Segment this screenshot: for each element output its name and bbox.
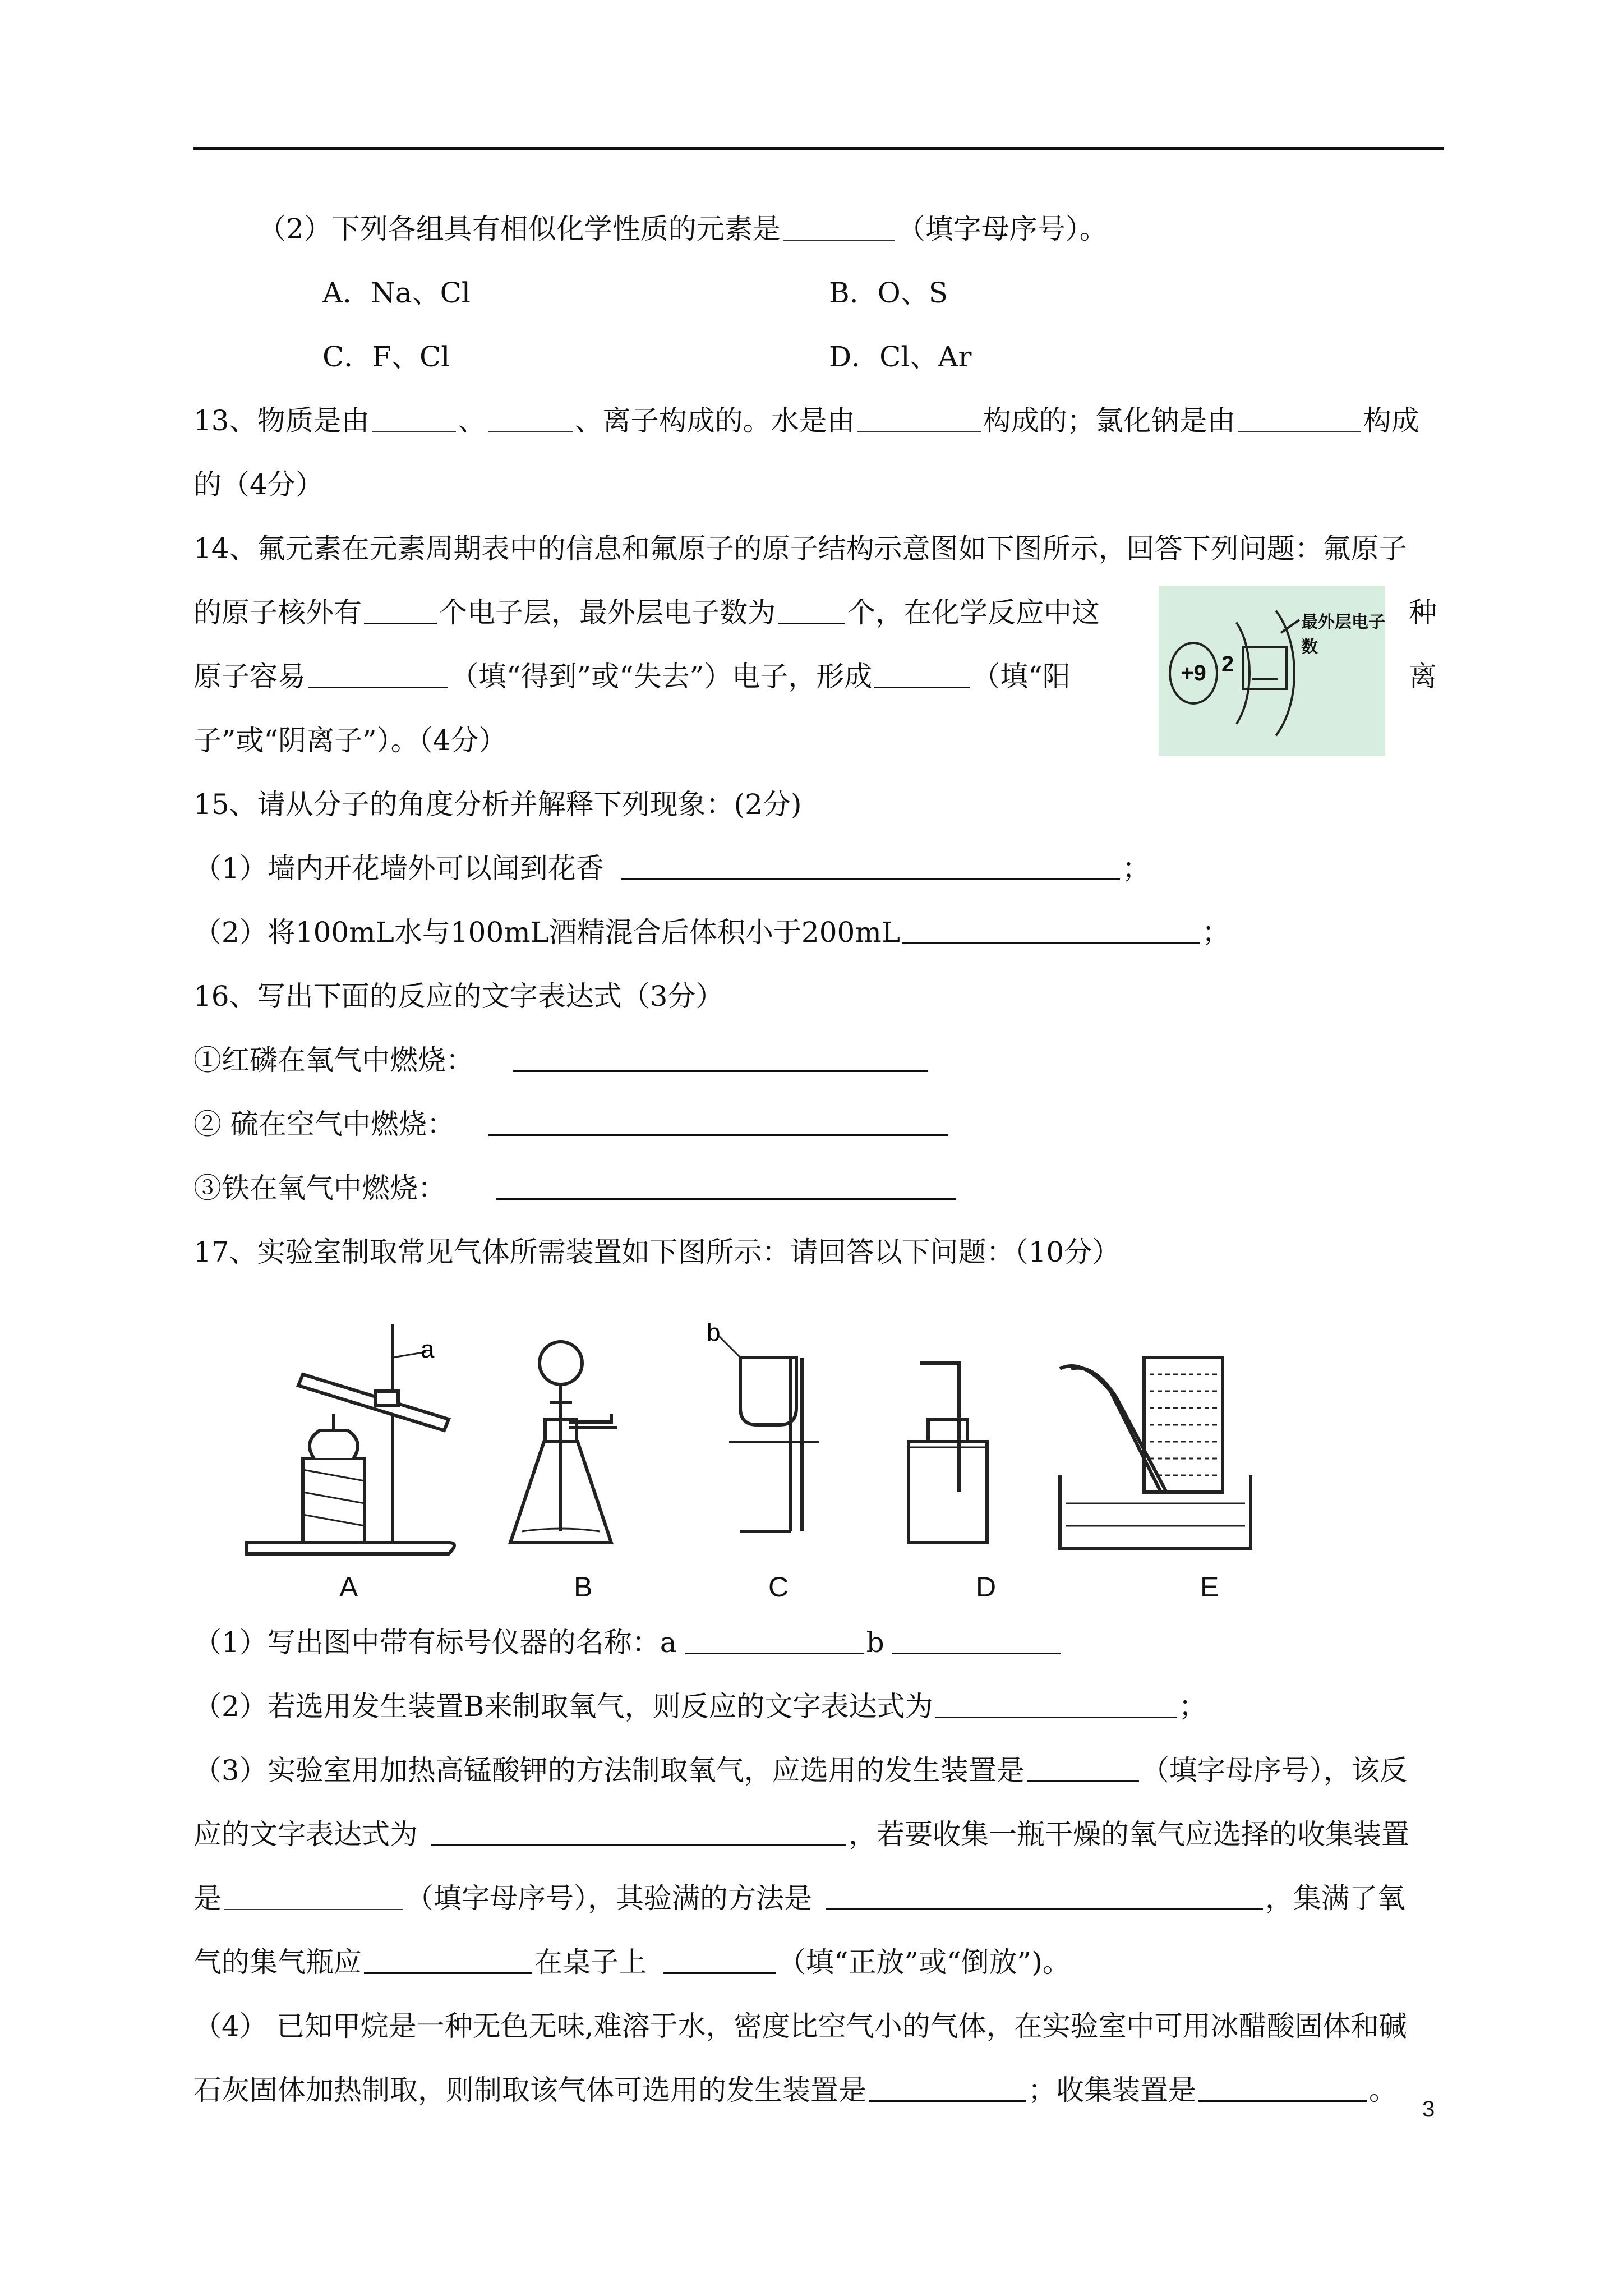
- q12-option-b: B．O、S: [829, 277, 948, 309]
- q17-part3-line1: （3）实验室用加热高锰酸钾的方法制取氧气，应选用的发生装置是 （填字母序号），该反: [193, 1754, 1408, 1787]
- answer-blank[interactable]: [869, 2076, 1026, 2102]
- q12-part2: （2）下列各组具有相似化学性质的元素是 （填字母序号）。: [258, 213, 1108, 245]
- header-rule: [193, 147, 1444, 150]
- answer-blank[interactable]: [874, 662, 970, 688]
- outer-electron-label: 最外层电子数: [1301, 613, 1385, 656]
- q14-line2-end: 种: [1409, 596, 1437, 629]
- q17-part3-line4: 气的集气瓶应 在桌子上 （填“正放”或“倒放”)。: [193, 1946, 1071, 1978]
- answer-blank[interactable]: [488, 1110, 948, 1136]
- apparatus-label-e: E: [1200, 1571, 1219, 1603]
- answer-blank[interactable]: [826, 1884, 1263, 1910]
- apparatus-label-b: B: [574, 1571, 593, 1603]
- answer-blank[interactable]: [308, 662, 448, 688]
- lab-apparatus-figure: [236, 1307, 1335, 1610]
- q17-part3-line2: 应的文字表达式为 ，若要收集一瓶干燥的氧气应选择的收集装置: [193, 1818, 1409, 1851]
- answer-blank[interactable]: [496, 1174, 956, 1200]
- apparatus-c: [718, 1335, 819, 1531]
- inner-shell-count: 2: [1221, 652, 1234, 677]
- q14-line1: 14、氟元素在元素周期表中的信息和氟原子的原子结构示意图如下图所示，回答下列问题：氟原子: [193, 532, 1407, 565]
- page-number: 3: [1422, 2097, 1435, 2122]
- outer-shell-box[interactable]: [1242, 646, 1288, 690]
- q14-line3-end: 离: [1409, 660, 1437, 693]
- q16-item3: ③铁在氧气中燃烧：: [193, 1171, 958, 1205]
- q15-part1: （1）墙内开花墙外可以闻到花香 ；: [193, 852, 1150, 885]
- apparatus-label-d: D: [976, 1571, 997, 1603]
- apparatus-b: [510, 1342, 617, 1543]
- q17-part4-line2: 石灰固体加热制取，则制取该气体可选用的发生装置是 ；收集装置是 。: [193, 2074, 1397, 2106]
- mark-b: b: [707, 1319, 721, 1346]
- q17-title: 17、实验室制取常见气体所需装置如下图所示：请回答以下问题：（10分）: [193, 1236, 1121, 1268]
- q17-part3-line3: 是 （填字母序号），其验满的方法是 ，集满了氧: [193, 1882, 1405, 1915]
- q16-title: 16、写出下面的反应的文字表达式（3分）: [193, 980, 724, 1013]
- fluorine-atom-diagram: [1159, 586, 1385, 756]
- mark-a: a: [421, 1336, 435, 1363]
- answer-blank[interactable]: [364, 598, 437, 624]
- q12-option-d: D．Cl、Ar: [829, 341, 972, 373]
- answer-blank[interactable]: [372, 407, 456, 432]
- q16-item1: ①红磷在氧气中燃烧：: [193, 1043, 930, 1077]
- answer-blank[interactable]: [663, 1948, 776, 1974]
- q14-line3: 原子容易 （填“得到”或“失去”）电子，形成 （填“阳: [193, 660, 1071, 693]
- answer-blank[interactable]: [778, 598, 845, 624]
- answer-blank[interactable]: [1027, 1756, 1139, 1782]
- q13-line2: 的（4分）: [193, 468, 324, 501]
- q17-part4-line1: （4） 已知甲烷是一种无色无味,难溶于水，密度比空气小的气体，在实验室中可用冰醋酸固体和碱: [193, 2010, 1407, 2042]
- q13-line1: 13、物质是由 、 、离子构成的。水是由 构成的；氯化钠是由 构成: [193, 404, 1419, 437]
- q14-line2: 的原子核外有 个电子层，最外层电子数为 个，在化学反应中这: [193, 596, 1100, 629]
- answer-blank[interactable]: [364, 1948, 532, 1974]
- answer-blank[interactable]: [431, 1820, 846, 1846]
- answer-blank[interactable]: [857, 407, 981, 432]
- answer-blank[interactable]: [224, 1884, 403, 1910]
- answer-blank[interactable]: [783, 215, 895, 241]
- answer-blank[interactable]: [1198, 2076, 1367, 2102]
- q15-title: 15、请从分子的角度分析并解释下列现象：(2分): [193, 788, 802, 821]
- answer-blank[interactable]: [902, 918, 1200, 944]
- answer-blank[interactable]: [935, 1692, 1177, 1718]
- apparatus-label-a: A: [339, 1571, 358, 1603]
- q12-option-c: C．F、Cl: [322, 341, 450, 373]
- answer-blank[interactable]: [1238, 407, 1361, 432]
- q17-part1: （1）写出图中带有标号仪器的名称：a b: [193, 1626, 1063, 1659]
- q17-part2: （2）若选用发生装置B来制取氧气，则反应的文字表达式为 ；: [193, 1690, 1207, 1723]
- q15-part2: （2）将100mL水与100mL酒精混合后体积小于200mL ；: [193, 916, 1230, 949]
- nucleus: +9: [1169, 642, 1218, 705]
- answer-blank[interactable]: [685, 1628, 864, 1654]
- answer-blank[interactable]: [488, 407, 573, 432]
- q16-item2: ② 硫在空气中燃烧：: [193, 1107, 951, 1141]
- q12-option-a: A．Na、Cl: [322, 277, 471, 309]
- apparatus-label-c: C: [768, 1571, 789, 1603]
- answer-blank[interactable]: [621, 854, 1120, 880]
- apparatus-d: [909, 1363, 987, 1543]
- apparatus-e: [1060, 1358, 1251, 1548]
- answer-blank[interactable]: [892, 1628, 1061, 1654]
- answer-blank[interactable]: [513, 1046, 928, 1072]
- q14-line4: 子”或“阴离子”）。（4分）: [193, 724, 507, 757]
